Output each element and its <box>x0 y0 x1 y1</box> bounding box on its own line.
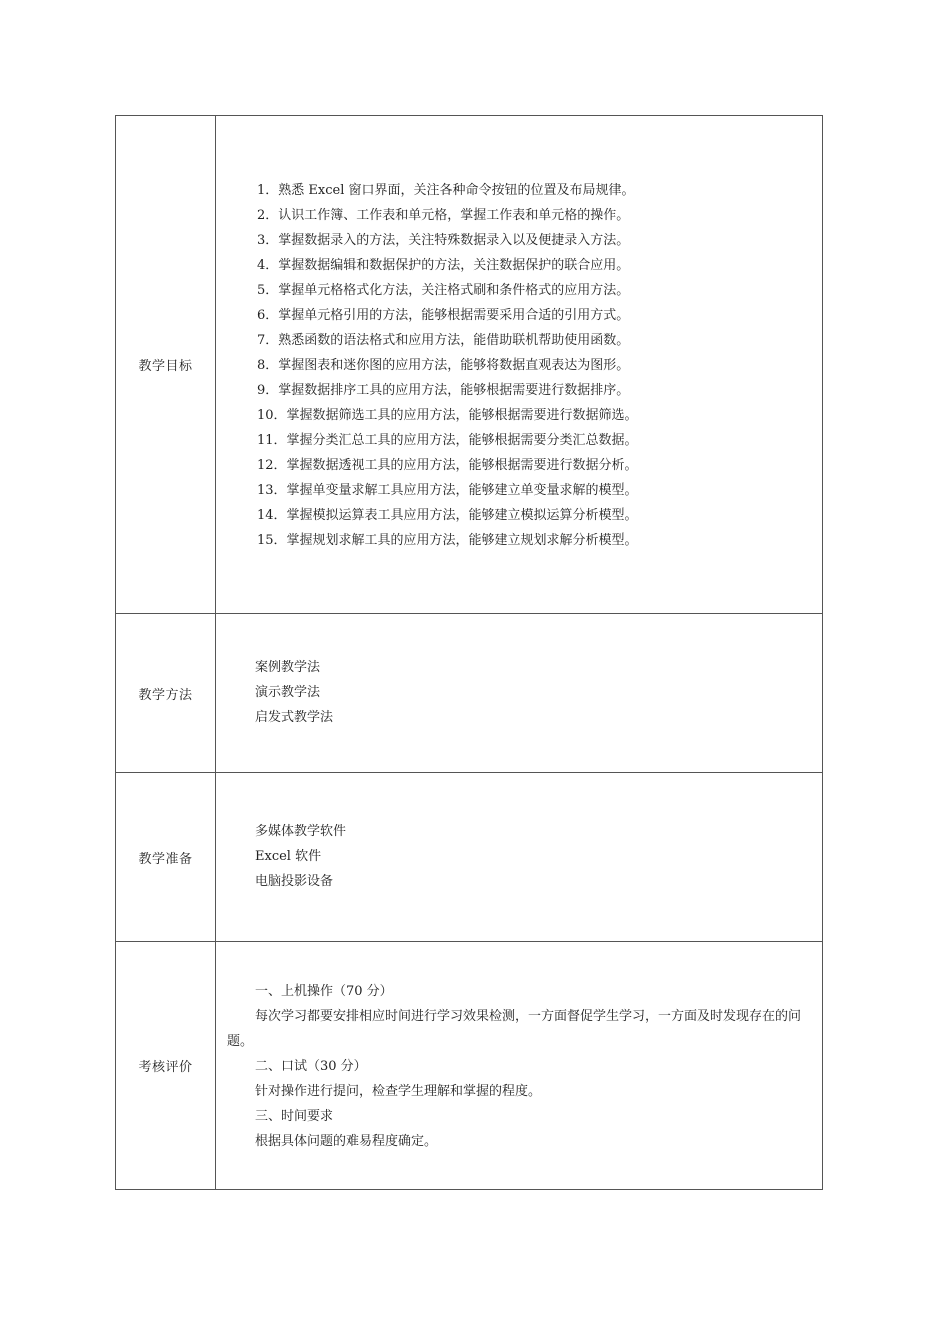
goal-item: 9．掌握数据排序工具的应用方法，能够根据需要进行数据排序。 <box>257 383 630 398</box>
goal-item: 4．掌握数据编辑和数据保护的方法，关注数据保护的联合应用。 <box>257 258 630 273</box>
prep-item: 多媒体教学软件 <box>255 824 347 839</box>
goal-item: 7．熟悉函数的语法格式和应用方法，能借助联机帮助使用函数。 <box>257 333 630 348</box>
assessment-paragraph: 每次学习都要安排相应时间进行学习效果检测，一方面督促学生学习，一方面及时发现存在的问题。 <box>227 1009 802 1049</box>
assessment-content <box>217 942 822 1189</box>
lesson-plan-table <box>115 115 823 1190</box>
assessment-text <box>227 979 814 1154</box>
teaching-methods-content <box>217 614 822 772</box>
goal-item: 13．掌握单变量求解工具应用方法，能够建立单变量求解的模型。 <box>257 483 638 498</box>
goal-item: 11．掌握分类汇总工具的应用方法，能够根据需要分类汇总数据。 <box>257 433 638 448</box>
label-teaching-preparation: 教学准备 <box>116 773 216 941</box>
row-teaching-preparation <box>116 773 822 942</box>
teaching-preparation-content <box>217 773 822 941</box>
assessment-heading-2: 二、口试（30 分） <box>255 1059 367 1074</box>
row-teaching-methods <box>116 614 822 773</box>
goal-item: 5．掌握单元格格式化方法，关注格式刷和条件格式的应用方法。 <box>257 283 630 298</box>
prep-item: 电脑投影设备 <box>255 874 334 889</box>
goals-list <box>257 178 638 553</box>
goal-item: 12．掌握数据透视工具的应用方法，能够根据需要进行数据分析。 <box>257 458 638 473</box>
goal-item: 14．掌握模拟运算表工具应用方法，能够建立模拟运算分析模型。 <box>257 508 638 523</box>
goal-item: 2．认识工作簿、工作表和单元格，掌握工作表和单元格的操作。 <box>257 208 630 223</box>
teaching-goals-content <box>217 116 822 613</box>
goal-item: 10．掌握数据筛选工具的应用方法，能够根据需要进行数据筛选。 <box>257 408 638 423</box>
assessment-heading-3: 三、时间要求 <box>255 1109 334 1124</box>
row-assessment <box>116 942 822 1189</box>
goal-item: 15．掌握规划求解工具的应用方法，能够建立规划求解分析模型。 <box>257 533 638 548</box>
label-teaching-goals: 教学目标 <box>116 116 216 613</box>
goal-item: 6．掌握单元格引用的方法，能够根据需要采用合适的引用方式。 <box>257 308 630 323</box>
label-assessment: 考核评价 <box>116 942 216 1189</box>
label-teaching-methods: 教学方法 <box>116 614 216 772</box>
methods-list <box>255 655 333 730</box>
assessment-paragraph: 根据具体问题的难易程度确定。 <box>255 1134 438 1149</box>
method-item: 案例教学法 <box>255 660 321 675</box>
goal-item: 3．掌握数据录入的方法，关注特殊数据录入以及便捷录入方法。 <box>257 233 630 248</box>
goal-item: 1．熟悉 Excel 窗口界面，关注各种命令按钮的位置及布局规律。 <box>257 183 635 198</box>
assessment-paragraph: 针对操作进行提问，检查学生理解和掌握的程度。 <box>255 1084 542 1099</box>
row-teaching-goals <box>116 116 822 614</box>
prep-item: Excel 软件 <box>255 849 322 864</box>
method-item: 演示教学法 <box>255 685 321 700</box>
method-item: 启发式教学法 <box>255 710 334 725</box>
assessment-heading-1: 一、上机操作（70 分） <box>255 984 393 999</box>
prep-list <box>255 819 346 894</box>
goal-item: 8．掌握图表和迷你图的应用方法，能够将数据直观表达为图形。 <box>257 358 630 373</box>
